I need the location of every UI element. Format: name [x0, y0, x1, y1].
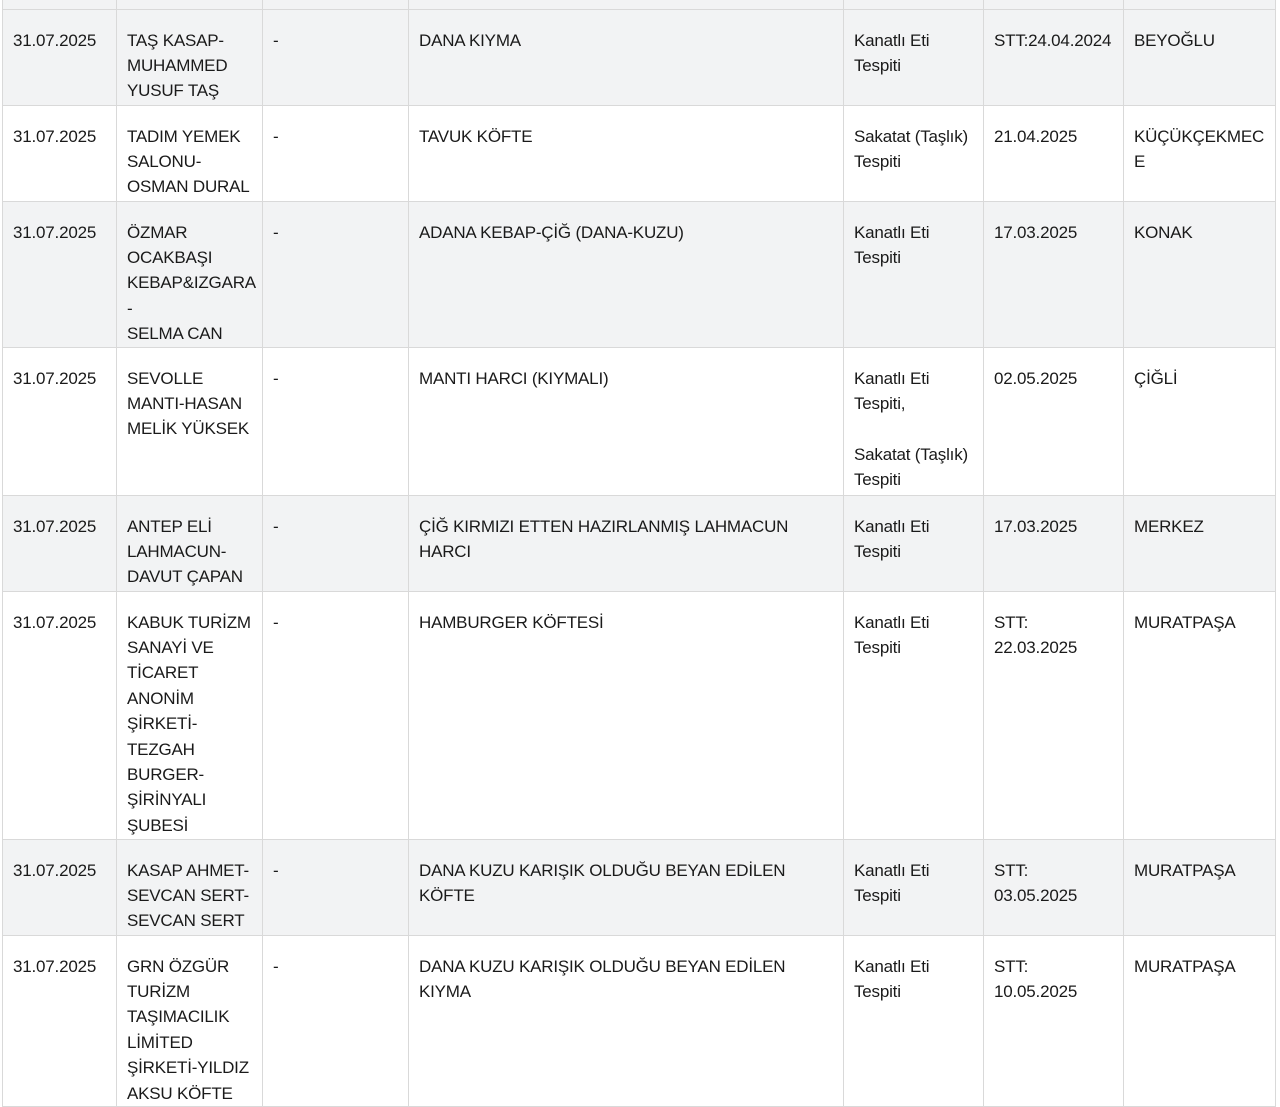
- company-cell: [117, 347, 263, 495]
- brand-cell: -: [263, 9, 409, 105]
- brand-cell: -: [263, 839, 409, 935]
- finding-cell: [844, 201, 984, 347]
- finding-cell-line: Sakatat (Taşlık): [854, 126, 968, 146]
- date-cell: 31.07.2025: [3, 839, 117, 935]
- company-cell-line: ŞİRKETİ-YILDIZ: [127, 1058, 249, 1078]
- company-cell: [117, 495, 263, 591]
- batch-date-cell: [984, 201, 1124, 347]
- product-cell: DANA KUZU KARIŞIK OLDUĞU BEYAN EDİLEN KÖFTE: [409, 839, 844, 935]
- batch-date-cell: [984, 105, 1124, 201]
- brand-cell: -: [263, 347, 409, 495]
- table-row: [3, 591, 1276, 839]
- product-cell: MANTI HARCI (KIYMALI): [409, 347, 844, 495]
- brand-cell: -: [263, 591, 409, 839]
- finding-cell-line: Tespiti: [854, 55, 901, 75]
- finding-cell-line: Tespiti: [854, 541, 901, 561]
- finding-cell-line: Kanatlı Eti: [854, 30, 930, 50]
- batch-date-cell: [984, 347, 1124, 495]
- company-cell-line: YUSUF TAŞ: [127, 81, 220, 101]
- company-cell-line: KASAP AHMET-: [127, 860, 249, 880]
- company-cell-line: TİCARET: [127, 663, 199, 683]
- table-row: [3, 9, 1276, 105]
- table-row: [3, 201, 1276, 347]
- finding-cell: [844, 591, 984, 839]
- batch-date-cell-line: 03.05.2025: [994, 885, 1078, 905]
- inspection-table: [2, 0, 1276, 1107]
- date-cell: 31.07.2025: [3, 935, 117, 1106]
- batch-date-cell-line: 21.04.2025: [994, 126, 1078, 146]
- company-cell: [117, 591, 263, 839]
- finding-cell-line: Tespiti,: [854, 393, 906, 413]
- finding-cell-line: Kanatlı Eti: [854, 516, 930, 536]
- company-cell-line: ANTEP ELİ: [127, 516, 212, 536]
- inspection-table-container: [2, 0, 1275, 1107]
- company-cell-line: KABUK TURİZM: [127, 612, 251, 632]
- product-cell: TAVUK KÖFTE: [409, 105, 844, 201]
- district-cell: MURATPAŞA: [1124, 839, 1276, 935]
- company-cell-line: SEVCAN SERT-: [127, 885, 249, 905]
- date-cell: 31.07.2025: [3, 495, 117, 591]
- batch-date-cell-line: STT:: [994, 612, 1029, 632]
- finding-cell-line: Tespiti: [854, 470, 901, 490]
- finding-cell-line: Tespiti: [854, 885, 901, 905]
- district-cell: ÇİĞLİ: [1124, 347, 1276, 495]
- company-cell-line: MUHAMMED: [127, 55, 228, 75]
- batch-date-cell-line: 02.05.2025: [994, 368, 1078, 388]
- batch-date-cell: [984, 9, 1124, 105]
- company-cell-line: TEZGAH: [127, 739, 195, 759]
- company-cell-line: TURİZM: [127, 981, 191, 1001]
- batch-date-cell-line: STT:24.04.2024: [994, 30, 1112, 50]
- finding-cell-line: Tespiti: [854, 151, 901, 171]
- table-row: [3, 495, 1276, 591]
- company-cell-line: OSMAN DURAL: [127, 177, 250, 197]
- company-cell-line: ŞUBESİ: [127, 815, 189, 835]
- product-cell: HAMBURGER KÖFTESİ: [409, 591, 844, 839]
- company-cell-line: TAŞ KASAP-: [127, 30, 224, 50]
- company-cell-line: SELMA CAN: [127, 324, 223, 344]
- company-cell-line: LİMİTED: [127, 1032, 193, 1052]
- batch-date-cell-line: 17.03.2025: [994, 516, 1078, 536]
- date-cell: 31.07.2025: [3, 105, 117, 201]
- company-cell-line: LAHMACUN-: [127, 541, 227, 561]
- finding-cell-line: Kanatlı Eti: [854, 860, 930, 880]
- finding-cell: [844, 105, 984, 201]
- table-top-strip: [3, 0, 1276, 9]
- batch-date-cell-line: STT:: [994, 860, 1029, 880]
- company-cell: [117, 201, 263, 347]
- district-cell: BEYOĞLU: [1124, 9, 1276, 105]
- product-cell: ÇİĞ KIRMIZI ETTEN HAZIRLANMIŞ LAHMACUN HARCI: [409, 495, 844, 591]
- company-cell: [117, 935, 263, 1106]
- company-cell-line: TAŞIMACILIK: [127, 1007, 230, 1027]
- company-cell-line: TADIM YEMEK: [127, 126, 241, 146]
- company-cell-line: SALONU-: [127, 151, 202, 171]
- product-cell: ADANA KEBAP-ÇİĞ (DANA-KUZU): [409, 201, 844, 347]
- batch-date-cell: [984, 935, 1124, 1106]
- company-cell: [117, 9, 263, 105]
- finding-cell-line: Tespiti: [854, 247, 901, 267]
- company-cell-line: ANONİM: [127, 688, 194, 708]
- brand-cell: -: [263, 495, 409, 591]
- brand-cell: -: [263, 935, 409, 1106]
- table-row: [3, 839, 1276, 935]
- finding-cell-line: [854, 416, 977, 441]
- date-cell: 31.07.2025: [3, 347, 117, 495]
- table-row: [3, 105, 1276, 201]
- finding-cell: [844, 495, 984, 591]
- company-cell-line: SANAYİ VE: [127, 637, 214, 657]
- date-cell: 31.07.2025: [3, 591, 117, 839]
- company-cell-line: KEBAP&IZGARA-: [127, 273, 256, 318]
- district-cell: MURATPAŞA: [1124, 591, 1276, 839]
- company-cell-line: ÖZMAR: [127, 222, 188, 242]
- company-cell-line: AKSU KÖFTE: [127, 1083, 233, 1103]
- company-cell-line: ŞİRİNYALI: [127, 790, 207, 810]
- company-cell-line: MELİK YÜKSEK: [127, 419, 250, 439]
- district-cell: KÜÇÜKÇEKMECE: [1124, 105, 1276, 201]
- batch-date-cell-line: 22.03.2025: [994, 637, 1078, 657]
- company-cell-line: BURGER-: [127, 764, 204, 784]
- finding-cell-line: Kanatlı Eti: [854, 612, 930, 632]
- table-row: [3, 935, 1276, 1106]
- company-cell-line: MANTI-HASAN: [127, 393, 242, 413]
- brand-cell: -: [263, 201, 409, 347]
- table-body: [3, 0, 1276, 1106]
- company-cell-line: GRN ÖZGÜR: [127, 956, 230, 976]
- finding-cell-line: Tespiti: [854, 637, 901, 657]
- district-cell: MURATPAŞA: [1124, 935, 1276, 1106]
- company-cell-line: OCAKBAŞI: [127, 247, 213, 267]
- batch-date-cell-line: STT:: [994, 956, 1029, 976]
- product-cell: DANA KUZU KARIŞIK OLDUĞU BEYAN EDİLEN KIYMA: [409, 935, 844, 1106]
- product-cell: DANA KIYMA: [409, 9, 844, 105]
- batch-date-cell: [984, 495, 1124, 591]
- finding-cell-line: Sakatat (Taşlık): [854, 444, 968, 464]
- batch-date-cell-line: 17.03.2025: [994, 222, 1078, 242]
- table-row: [3, 347, 1276, 495]
- district-cell: MERKEZ: [1124, 495, 1276, 591]
- company-cell-line: SEVOLLE: [127, 368, 204, 388]
- company-cell-line: SEVCAN SERT: [127, 911, 245, 931]
- date-cell: 31.07.2025: [3, 201, 117, 347]
- batch-date-cell: [984, 839, 1124, 935]
- district-cell: KONAK: [1124, 201, 1276, 347]
- finding-cell: [844, 347, 984, 495]
- finding-cell: [844, 839, 984, 935]
- finding-cell: [844, 9, 984, 105]
- company-cell-line: DAVUT ÇAPAN: [127, 567, 243, 587]
- finding-cell-line: Kanatlı Eti: [854, 368, 930, 388]
- company-cell: [117, 105, 263, 201]
- company-cell: [117, 839, 263, 935]
- date-cell: 31.07.2025: [3, 9, 117, 105]
- batch-date-cell-line: 10.05.2025: [994, 981, 1078, 1001]
- batch-date-cell: [984, 591, 1124, 839]
- finding-cell-line: Tespiti: [854, 981, 901, 1001]
- finding-cell-line: Kanatlı Eti: [854, 956, 930, 976]
- finding-cell-line: Kanatlı Eti: [854, 222, 930, 242]
- finding-cell: [844, 935, 984, 1106]
- brand-cell: -: [263, 105, 409, 201]
- company-cell-line: ŞİRKETİ-: [127, 714, 198, 734]
